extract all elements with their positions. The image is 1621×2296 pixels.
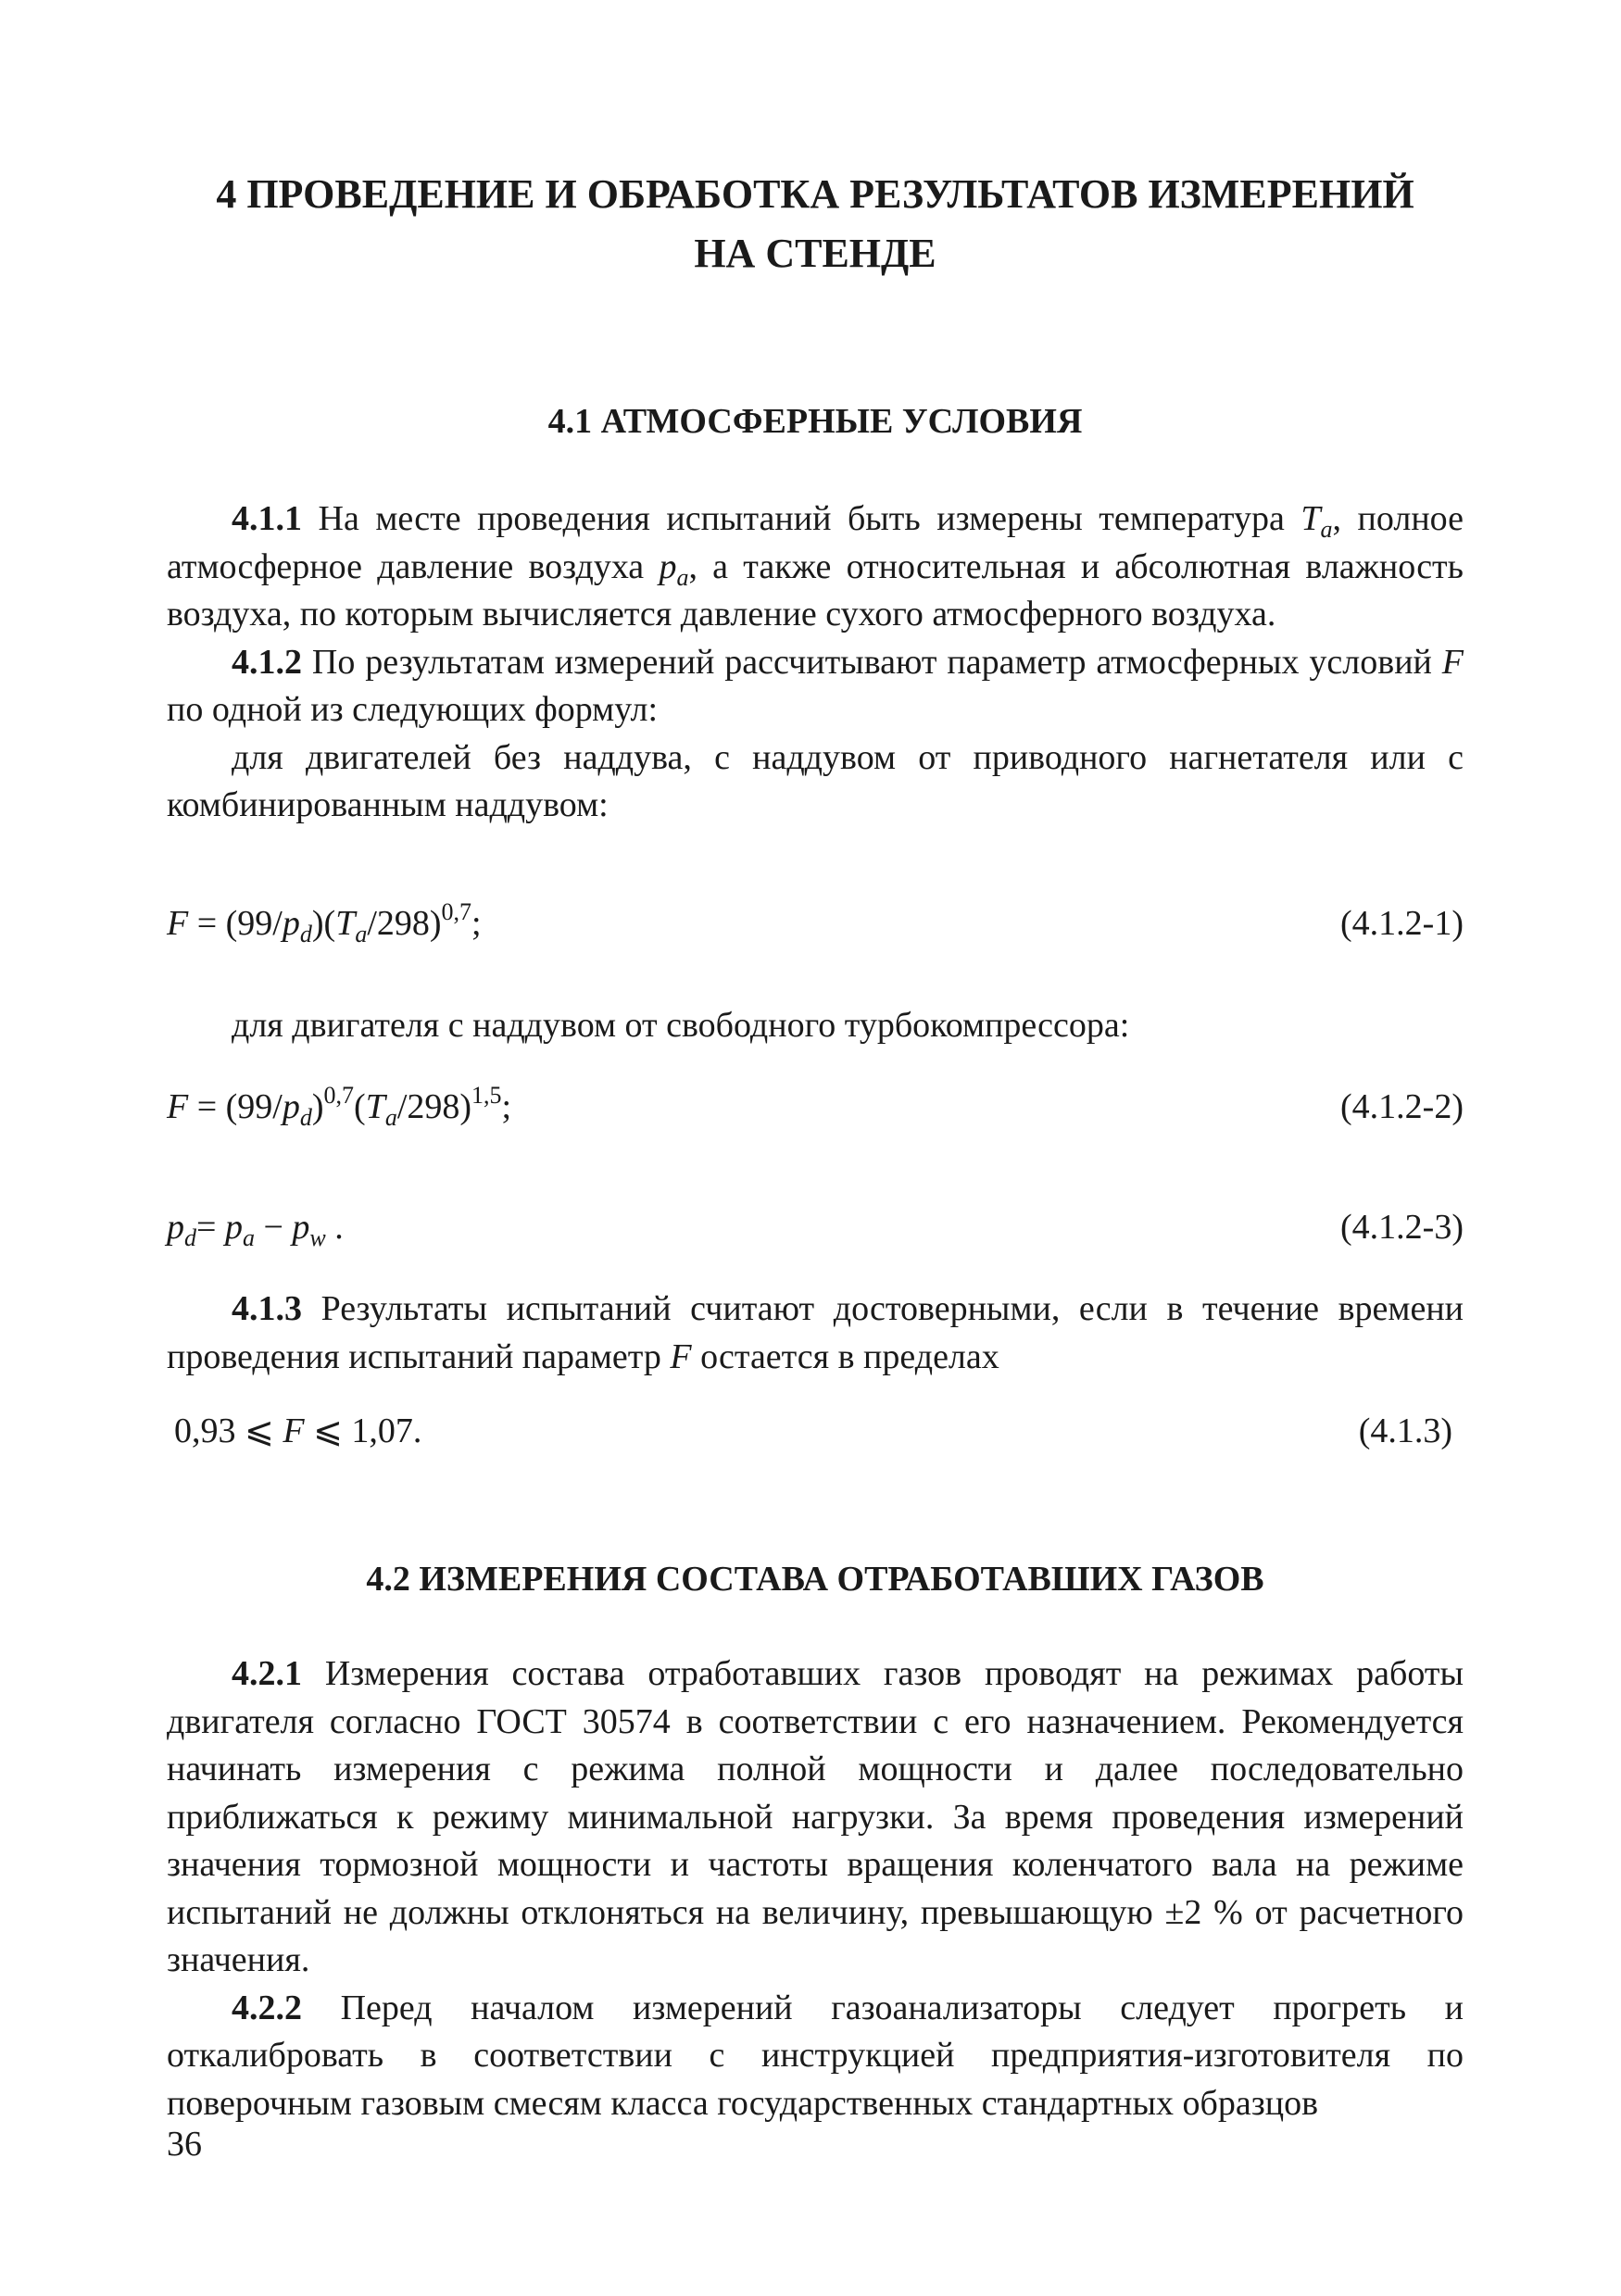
- formula-text: −: [254, 1208, 293, 1247]
- clause-number: 4.1.2: [232, 642, 302, 682]
- variable: p: [292, 1208, 310, 1247]
- formula-4-1-2-3: [167, 1204, 1464, 1250]
- variable-subscript: w: [309, 1224, 326, 1251]
- formula-expression: [167, 1084, 511, 1130]
- section-4-1-text: [167, 496, 1464, 830]
- formula-expression: [167, 900, 482, 947]
- section-4-1-title: 4.1 АТМОСФЕРНЫЕ УСЛОВИЯ: [547, 402, 1083, 441]
- variable-subscript: a: [1320, 516, 1333, 543]
- formula-text: 0,93 ⩽: [174, 1411, 283, 1450]
- variable-subscript: d: [299, 921, 312, 947]
- formula-text: /298): [396, 1087, 472, 1126]
- clause-number: 4.1.1: [232, 499, 302, 538]
- section-4-1-text-2: [167, 1002, 1464, 1050]
- section-4-2-text: [167, 1650, 1464, 2127]
- equation-number: (4.1.2-3): [1340, 1208, 1464, 1247]
- formula-text: ;: [501, 1087, 512, 1126]
- equation-number: (4.1.3): [1358, 1411, 1452, 1450]
- paragraph-text: остается в пределах: [691, 1336, 999, 1376]
- paragraph-4-2-1: [167, 1650, 1464, 1985]
- formula-text: )(: [311, 904, 336, 943]
- formula-text: /298): [367, 904, 442, 943]
- paragraph-text: Результаты испытаний считают достоверными, если в течение времени проведения испытаний параметр: [167, 1289, 1464, 1376]
- variable: T: [1301, 499, 1321, 538]
- variable: p: [282, 1087, 300, 1126]
- formula-expression: [174, 1408, 421, 1454]
- variable: p: [224, 1208, 243, 1247]
- exponent: 0,7: [323, 1082, 355, 1109]
- variable: F: [167, 1087, 189, 1126]
- clause-number: 4.1.3: [232, 1289, 302, 1328]
- variable: F: [670, 1336, 692, 1376]
- chapter-title: [167, 165, 1464, 283]
- formula-4-1-2-2: [167, 1084, 1464, 1130]
- section-4-1-text-3: [167, 1286, 1464, 1381]
- paragraph-text: Перед началом измерений газоанализаторы следует прогреть и откалибровать в соответствии с инструкцией предприятия-изготовителя по поверочным газовым смесям класса государственных стандартных образцов: [167, 1988, 1464, 2123]
- paragraph-text: , а также относительная и абсолютная влажность воздуха, по которым вычисляется давление сухого атмосферного воздуха.: [167, 546, 1464, 634]
- formula-text: ;: [471, 904, 482, 943]
- variable: F: [283, 1411, 305, 1450]
- paragraph-4-1-2: [167, 639, 1464, 734]
- paragraph-case-2: для двигателя с наддувом от свободного турбокомпрессора:: [232, 1006, 1130, 1045]
- exponent: 0,7: [441, 898, 472, 925]
- chapter-title-line1: 4 ПРОВЕДЕНИЕ И ОБРАБОТКА РЕЗУЛЬТАТОВ ИЗМЕРЕНИЙ: [216, 171, 1414, 217]
- clause-number: 4.2.1: [232, 1654, 302, 1693]
- formula-4-1-2-1: [167, 900, 1464, 947]
- exponent: 1,5: [471, 1082, 502, 1109]
- paragraph-4-2-2: [167, 1985, 1464, 2128]
- equation-number: (4.1.2-2): [1340, 1087, 1464, 1126]
- clause-number: 4.2.2: [232, 1988, 302, 2027]
- equation-number: (4.1.2-1): [1340, 904, 1464, 943]
- variable-subscript: a: [676, 563, 689, 591]
- variable-subscript: d: [299, 1104, 312, 1131]
- paragraph-text: На месте проведения испытаний быть измерены температура: [302, 499, 1301, 538]
- paragraph-text: , полное атмосферное давление воздуха: [167, 499, 1464, 586]
- formula-text: (: [354, 1087, 366, 1126]
- paragraph-text: По результатам измерений рассчитывают параметр атмосферных условий: [302, 642, 1442, 682]
- section-4-2-title: 4.2 ИЗМЕРЕНИЯ СОСТАВА ОТРАБОТАВШИХ ГАЗОВ: [366, 1560, 1264, 1599]
- variable-subscript: a: [355, 921, 368, 947]
- formula-text: = (99/: [188, 904, 283, 943]
- formula-text: ⩽ 1,07.: [304, 1411, 422, 1450]
- paragraph-4-1-3: [167, 1286, 1464, 1381]
- paragraph-case-1: для двигателей без наддува, с наддувом от приводного нагнетателя или с комбинированным наддувом:: [167, 737, 1464, 824]
- page-number: 36: [167, 2125, 202, 2164]
- formula-text: = (99/: [188, 1087, 283, 1126]
- chapter-title-line2: НА СТЕНДЕ: [694, 231, 936, 276]
- variable: T: [365, 1087, 385, 1126]
- formula-text: .: [325, 1208, 344, 1247]
- variable-subscript: a: [384, 1104, 397, 1131]
- paragraph-4-1-1: [167, 496, 1464, 639]
- variable-subscript: d: [184, 1224, 196, 1251]
- paragraph-text: по одной из следующих формул:: [167, 690, 659, 729]
- variable: p: [659, 546, 677, 586]
- variable: F: [1441, 642, 1464, 682]
- variable: p: [282, 904, 300, 943]
- formula-4-1-3: [174, 1408, 1452, 1454]
- variable: p: [167, 1208, 184, 1247]
- variable: F: [167, 904, 189, 943]
- formula-text: ): [311, 1087, 324, 1126]
- formula-text: =: [196, 1208, 225, 1247]
- paragraph-text: Измерения состава отработавших газов проводят на режимах работы двигателя согласно ГОСТ 30574 в соответствии с его назначением. Рекомендуется начинать измерения с режима полной мощности и далее последовательно приближаться к режиму минимальной нагрузки. За время проведения измерений значения тормозной мощности и частоты вращения коленчатого вала на режиме испытаний не должны отклоняться на величину, превышающую ±2 % от расчетного значения.: [167, 1654, 1464, 1979]
- variable: T: [335, 904, 356, 943]
- variable-subscript: a: [242, 1224, 255, 1251]
- formula-expression: [167, 1204, 344, 1250]
